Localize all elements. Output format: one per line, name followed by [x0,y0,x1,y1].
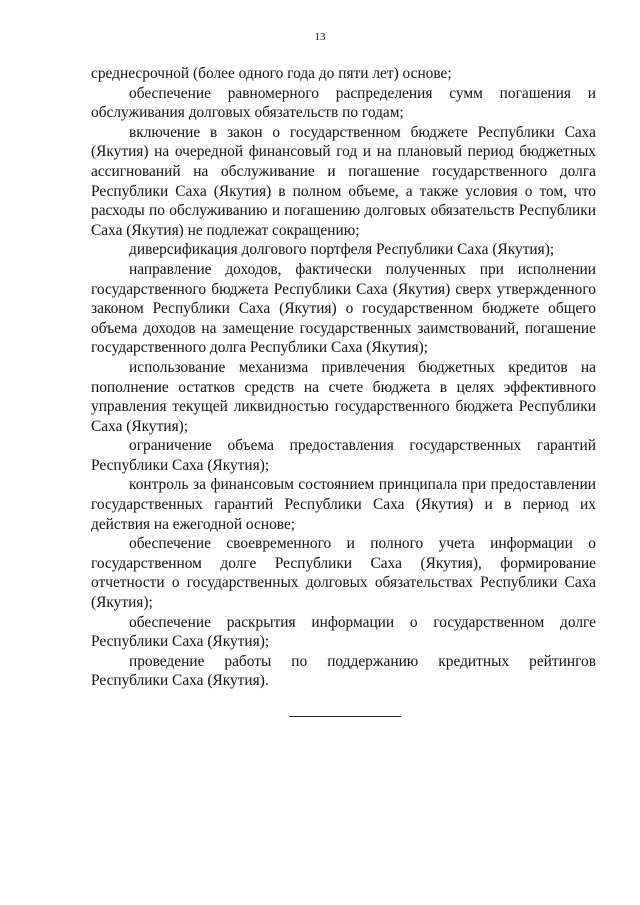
page-number: 13 [314,31,326,43]
paragraph-budget-law-inclusion: включение в закон о государственном бюджете Республики Саха (Якутия) на очередной финансовый год и на плановый период бюджетных ассигнований на обслуживание и погашение государственного долга Республики Саха (Якутия) в полном объеме, а также условия о том, что расходы по обслуживанию и погашению долговых обязательств Республики Саха (Якутия) не подлежат сокращению; [91,123,596,239]
document-body [91,64,596,691]
paragraph-portfolio-diversification: диверсификация долгового портфеля Республики Саха (Якутия); [129,241,555,259]
end-of-document-rule [289,716,401,717]
paragraph-budget-credits-mechanism: использование механизма привлечения бюджетных кредитов на пополнение остатков средств на счете бюджета в целях эффективного управления текущей ликвидностью государственного бюджета Республики Саха (Якутия); [91,358,596,435]
paragraph-guarantee-limitation: ограничение объема предоставления государственных гарантий Республики Саха (Якутия); [91,437,596,474]
paragraph-credit-ratings: проведение работы по поддержанию кредитных рейтингов Республики Саха (Якутия). [91,652,596,690]
paragraph-information-disclosure: обеспечение раскрытия информации о государственном долге Республики Саха (Якутия); [91,613,596,651]
paragraph-excess-revenue-direction: направление доходов, фактически полученных при исполнении государственного бюджета Республики Саха (Якутия) сверх утвержденного законом Республики Саха (Якутия) о государственном бюджете общего объема доходов на замещение государственных заимствований, погашение государственного долга Республики Саха (Якутия); [91,260,596,357]
paragraph-principal-control: контроль за финансовым состоянием принципала при предоставлении государственных гарантий Республики Саха (Якутия) и в период их действия на ежегодной основе; [91,476,596,533]
paragraph-debt-accounting: обеспечение своевременного и полного учета информации о государственном долге Республики Саха (Якутия), формирование отчетности о государственных долговых обязательствах Республики Саха (Якутия); [91,535,596,612]
paragraph-term-continuation: среднесрочной (более одного года до пяти лет) основе; [91,65,452,82]
paragraph-even-distribution: обеспечение равномерного распределения сумм погашения и обслуживания долговых обязательств по годам; [91,84,596,122]
